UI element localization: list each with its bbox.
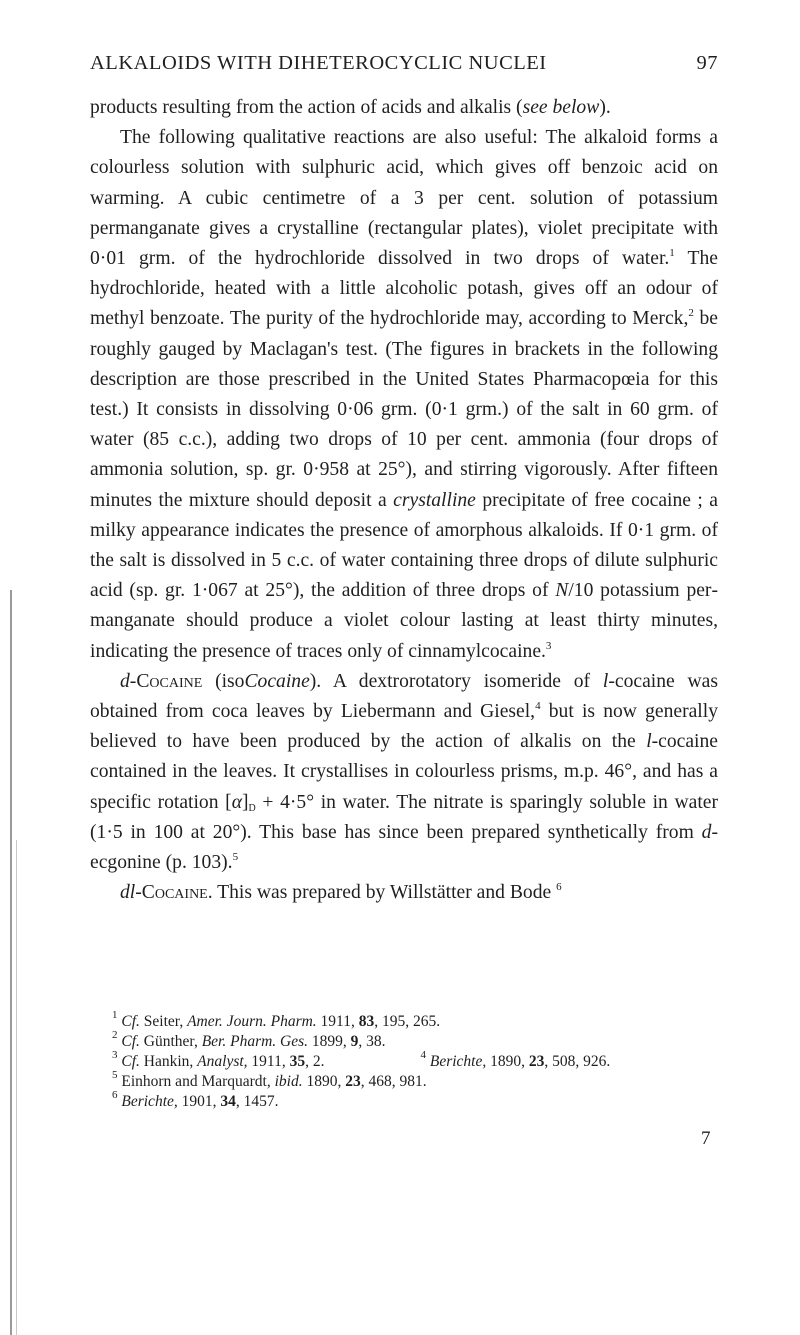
normal-symbol: N	[555, 580, 569, 602]
dl-cocaine-heading: -Cocaine.	[135, 882, 213, 904]
d-prefix: d	[120, 670, 130, 692]
footnote-3-and-4: $^3$ Cf. Hankin, Analyst, 1911, 35, 2. $^4$ Berichte, 1890, 23, 508, 926.	[112, 1049, 611, 1070]
footnotes	[90, 1009, 718, 1112]
page-number: 97	[696, 52, 718, 74]
d-cocaine-heading: -Cocaine	[129, 670, 203, 692]
paragraph-1: products resulting from the action of acids and alkalis (see below).	[90, 97, 611, 118]
isococaine-name: Cocaine	[244, 670, 310, 692]
see-below-ref: see below	[522, 97, 600, 118]
footnote-6: $^6$ Berichte, 1901, 34, 1457.	[112, 1089, 279, 1110]
footnote-ref-5: 5	[232, 851, 239, 864]
binding-edge-shadow	[10, 590, 12, 1335]
running-title: ALKALOIDS WITH DIHETEROCYCLIC NUCLEI	[90, 52, 547, 74]
paragraph-2: The following qualitative reactions are also useful: The alkaloid forms a colourless solution with sulphuric acid, which gives off benzoic acid on warming. A cubic centimetre of a 3 per cent. solution of potassium permanganate gives a crystalline (rectangular plates), violet precipitate with 0·01 grm. of the hydrochloride dissolved in two drops of water.$^1$ The hydrochloride, heated with a little alcoholic potash, gives off an odour of methyl benzoate. The purity of the hydrochloride may, according to Merck,$^2$ be roughly gauged by Maclagan's test. (The figures in brackets in the following description are those prescribed in the United States Pharmacopœia for this test.) It consists in dissolving 0·06 grm. (0·1 grm.) of the salt in 60 grm. of water (85 c.c.), adding two drops of 10 per cent. ammonia (four drops of ammonia solution, sp. gr. 0·958 at 25°), and stirring vigorously. After fifteen minutes the mixture should deposit a crystalline precipitate of free cocaine ; a milky appearance indicates the presence of amorphous alkaloids. If 0·1 grm. of the salt is dissolved in 5 c.c. of water containing three drops of dilute sulphuric acid (sp. gr. 1·067 at 25°), the addition of three drops of N/10 potassium permanganate should produce a violet colour lasting at least thirty minutes, indicating the presence of traces only of cinnamylcocaine.$^3$	[90, 127, 718, 662]
paragraph-4: dl-Cocaine. This was prepared by Willstätter and Bode $^6$	[120, 881, 562, 904]
footnote-5: $^5$ Einhorn and Marquardt, ibid. 1890, 23, 468, 981.	[112, 1069, 427, 1090]
binding-edge-shadow-inner	[16, 840, 17, 1335]
footnote-2: $^2$ Cf. Günther, Ber. Pharm. Ges. 1899, 9, 38.	[112, 1029, 386, 1050]
d-line-subscript: D	[248, 802, 256, 814]
footnote-ref-4: 4	[535, 700, 541, 713]
signature-mark: 7	[701, 1128, 711, 1149]
dl-prefix: dl	[120, 882, 136, 904]
crystalline-emphasis: crystalline	[393, 489, 476, 511]
alpha-symbol: α	[231, 791, 242, 813]
footnote-ref-3: 3	[545, 639, 552, 652]
body-text	[90, 93, 718, 908]
footnote-1: $^1$ Cf. Seiter, Amer. Journ. Pharm. 1911, 83, 195, 265.	[112, 1009, 441, 1030]
paragraph-3: d-Cocaine (isoCocaine). A dextrorotatory isomeride of l-cocaine was obtained from coca leaves by Liebermann and Giesel,$^4$ but is now generally believed to have been produced by the action of alkalis on the l-cocaine contained in the leaves. It crystallises in colourless prisms, m.p. 46°, and has a specific rotation $[\alpha]_D + 4\cdot 5^\circ$ in water. The nitrate is sparingly soluble in water (1·5 in 100 at 20°). This base has since been prepared synthetically from d-ecgonine (p. 103).$^5$	[90, 670, 718, 874]
footnote-ref-2: 2	[688, 307, 694, 320]
footnote-ref-6: 6	[556, 881, 562, 894]
footnote-ref-1: 1	[669, 247, 675, 260]
